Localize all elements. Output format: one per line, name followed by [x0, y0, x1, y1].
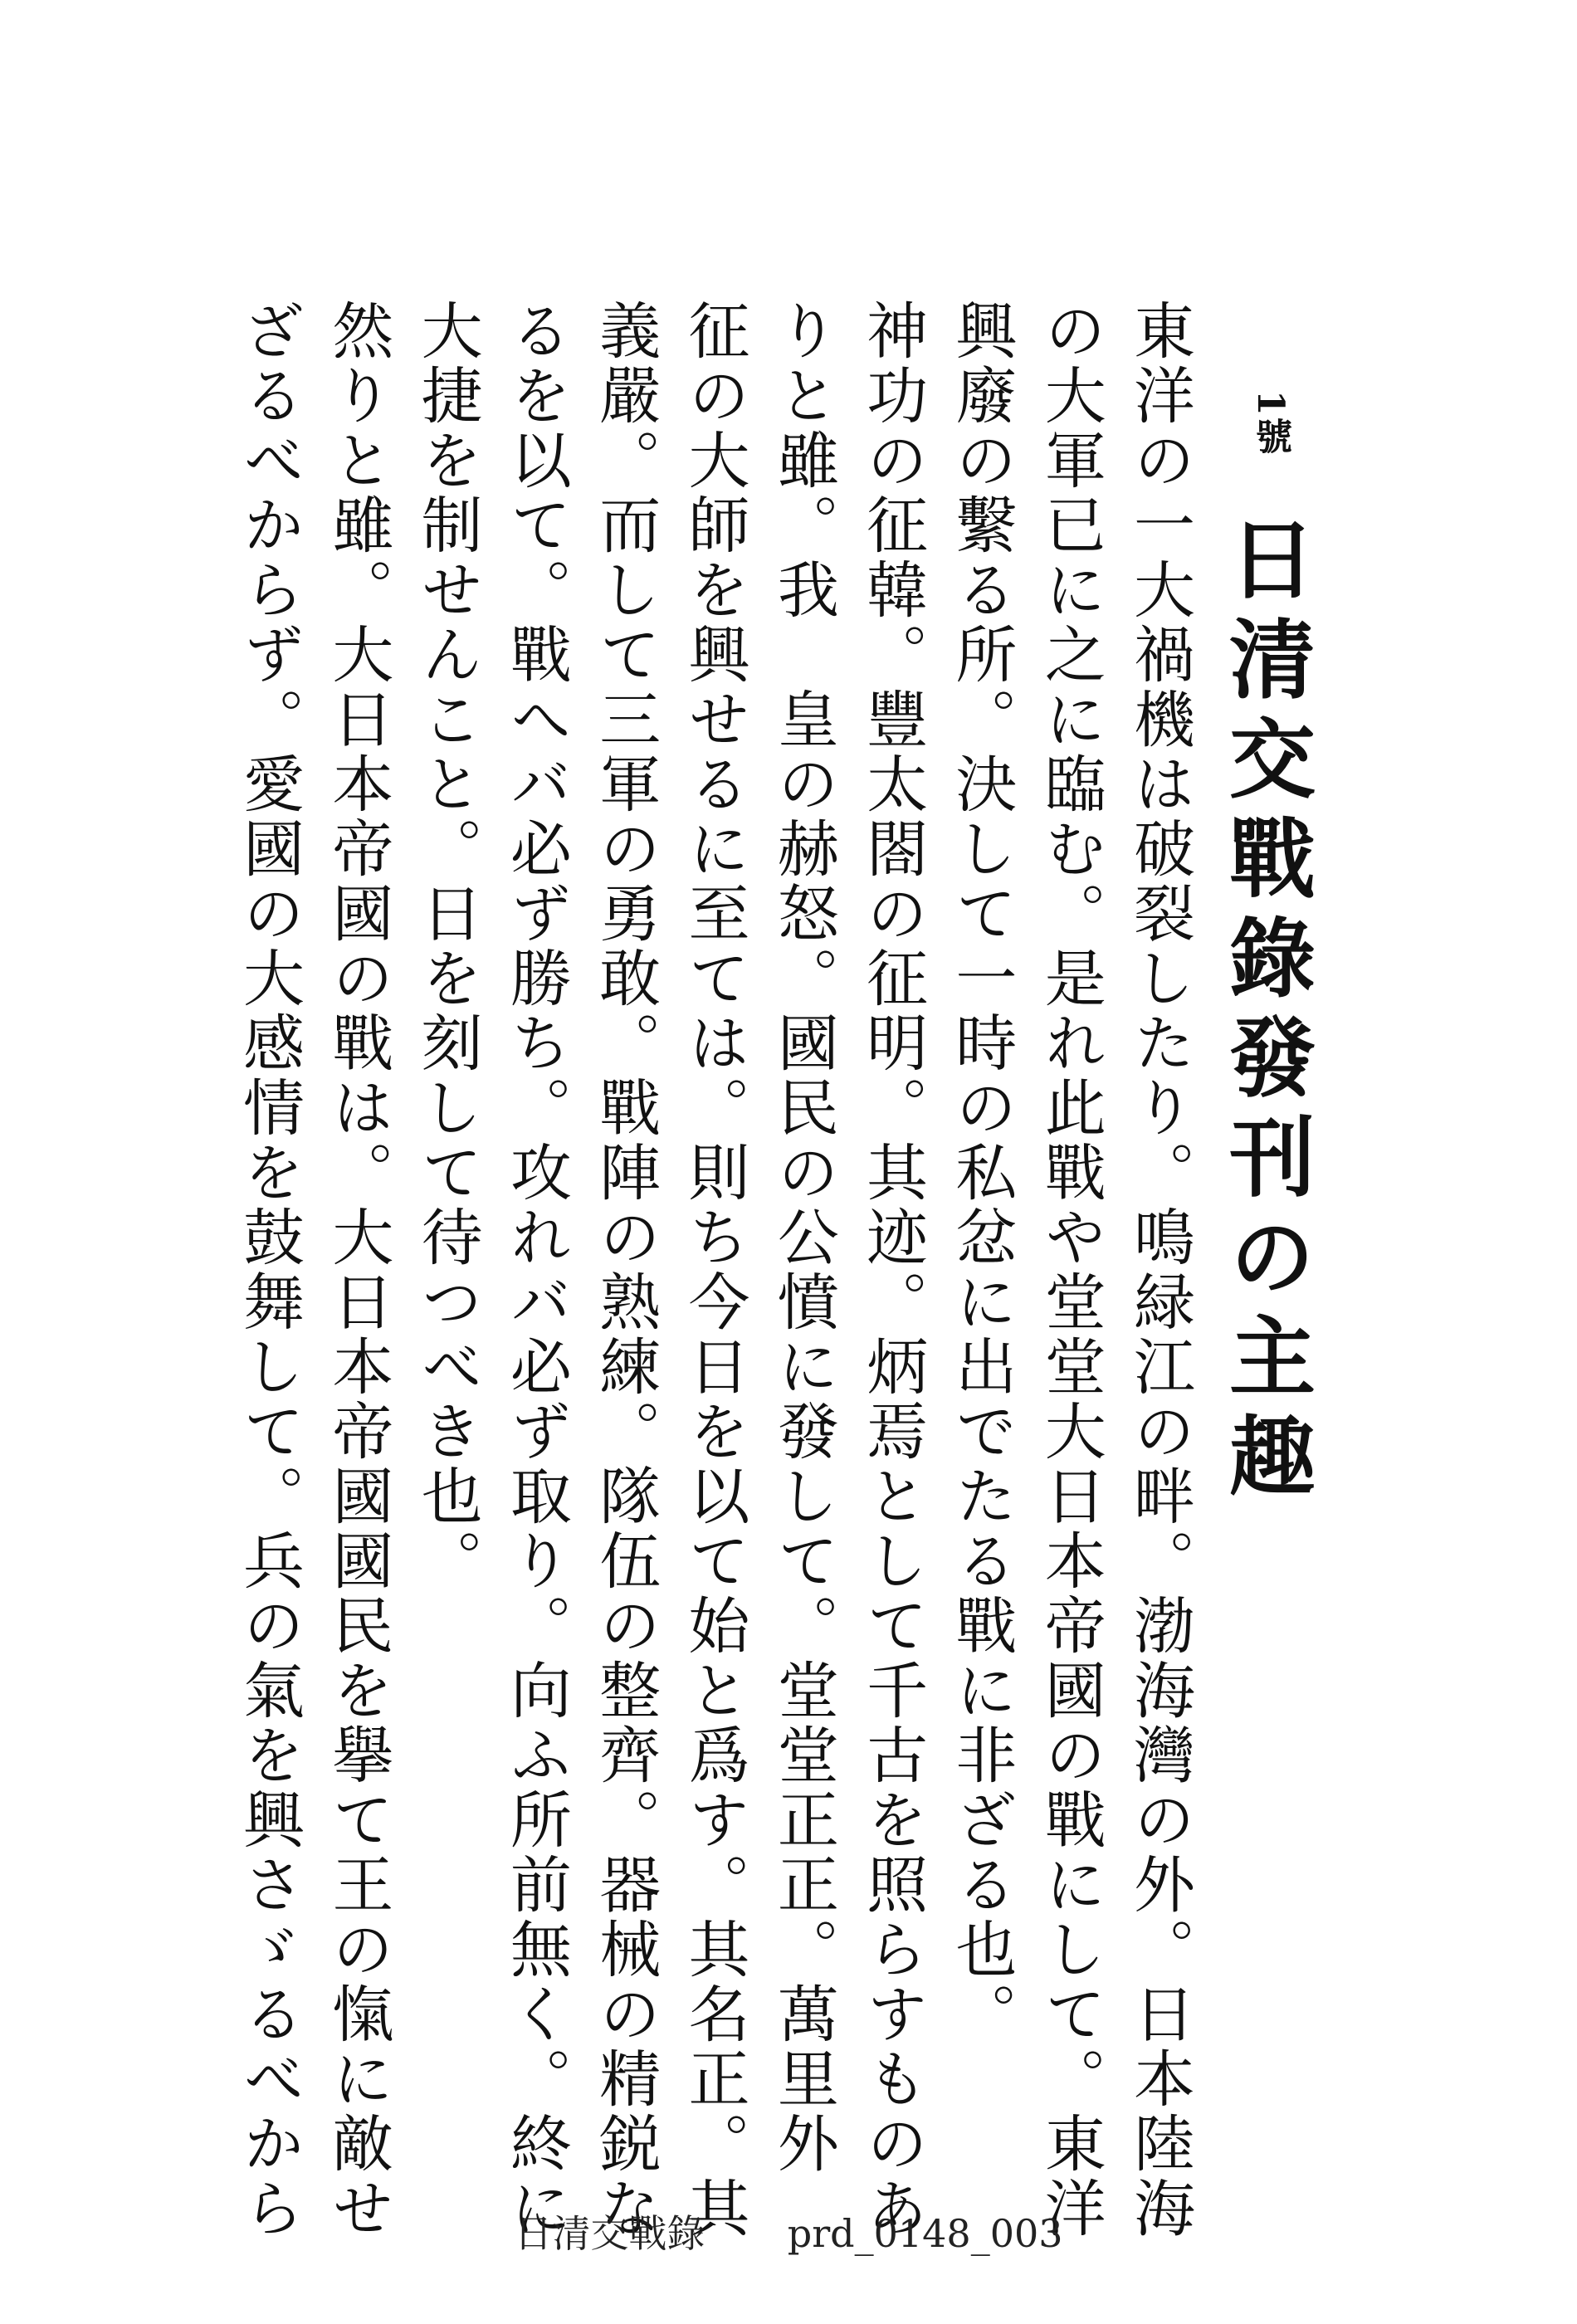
text-column: 義嚴。而して三軍の勇敢。戰陣の熟練。隊伍の整齊。器械の精鋭な: [589, 299, 662, 2241]
text-column: ざるべからず。愛國の大感情を鼓舞して。兵の氣を興さゞるべから: [233, 299, 305, 2241]
page-title: 日清交戰錄發刊の主趣: [1214, 515, 1316, 1511]
page-footer: [0, 2204, 1577, 2258]
text-column: 然りと雖。大日本帝國の戰は。大日本帝國國民を擧て王の愾に敵せ: [322, 299, 394, 2241]
text-column: 東洋の一大禍機は破裂したり。鳴緑江の畔。渤海灣の外。日本陸海: [1124, 299, 1195, 2241]
text-column: 興廢の繫る所。決して一時の私忿に出でたる戰に非ざる也。: [945, 299, 1018, 2047]
issue-label: 1號: [1249, 390, 1291, 456]
text-column: の大軍已に之に臨む。是れ此戰や堂堂大日本帝國の戰にして。東洋: [1034, 299, 1106, 2241]
text-column: 征の大師を興せるに至ては。則ち今日を以て始と爲す。其名正。其: [678, 299, 750, 2241]
text-column: るを以て。戰へバ必ず勝ち。攻れバ必ず取り。向ふ所前無く。終に: [500, 299, 572, 2241]
text-column: りと雖。我 皇の赫怒。國民の公憤に發して。堂堂正正。萬里外: [767, 299, 839, 2176]
text-column: 大捷を制せんこと。日を刻して待つべき也。: [411, 299, 483, 1594]
text-column: 神功の征韓。豐太閤の征明。其迹。炳焉として千古を照らすものあ: [857, 299, 929, 2241]
footer-source: 日清交戰錄: [514, 2211, 706, 2256]
footer-code: prd_0148_003: [787, 2211, 1063, 2256]
